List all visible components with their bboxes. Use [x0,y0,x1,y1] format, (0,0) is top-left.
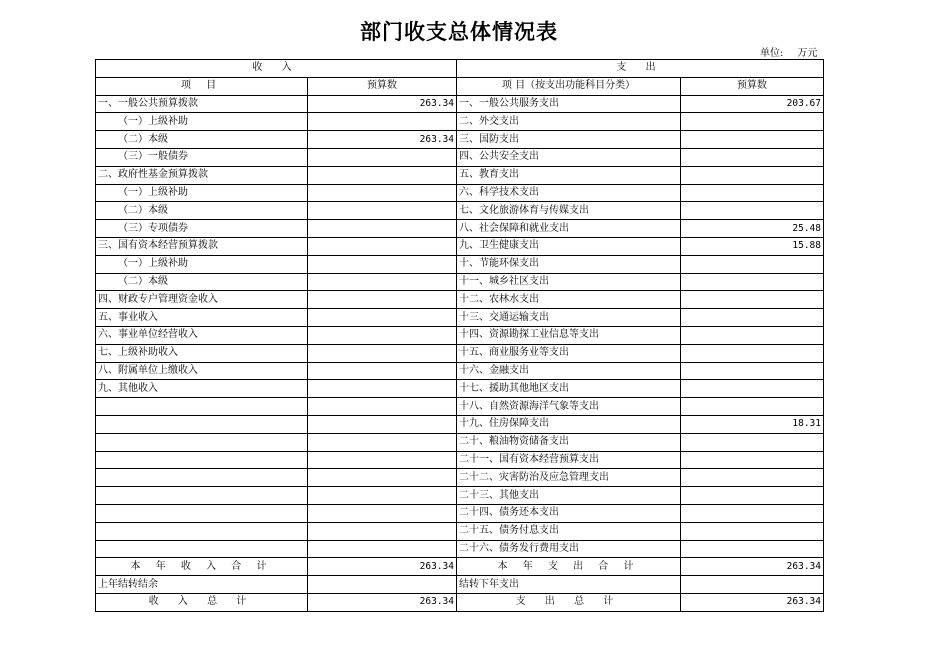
table-row [96,398,824,416]
income-budget-cell [308,220,457,238]
table-row [96,291,824,309]
income-item-cell: （一）上级补助 [96,113,308,131]
income-budget-cell [308,504,457,522]
expense-budget-cell [681,362,824,380]
expense-item-cell: 十二、农林水支出 [457,291,681,309]
income-budget-cell [308,487,457,505]
income-budget-cell [308,113,457,131]
expense-item-cell: 三、国防支出 [457,131,681,149]
income-budget-cell [308,148,457,166]
income-item-cell: 六、事业单位经营收入 [96,326,308,344]
column-header-item-left: 项 目 [96,77,308,95]
expense-item-cell: 二、外交支出 [457,113,681,131]
expense-item-cell: 六、科学技术支出 [457,184,681,202]
expense-item-cell: 十九、住房保障支出 [457,415,681,433]
table-row [96,415,824,433]
column-header-budget-right: 预算数 [681,77,824,95]
income-item-cell: 三、国有资本经营预算拨款 [96,237,308,255]
table-row [96,522,824,540]
income-budget-cell [308,433,457,451]
expense-budget-cell [681,202,824,220]
carry-out-value [681,576,824,594]
expense-item-cell: 四、公共安全支出 [457,148,681,166]
table-row [96,451,824,469]
income-budget-cell [308,540,457,558]
expense-budget-cell: 15.88 [681,237,824,255]
expense-budget-cell [681,148,824,166]
table-row [96,220,824,238]
table-row [96,184,824,202]
income-budget-cell [308,237,457,255]
expense-budget-cell [681,487,824,505]
expense-item-cell: 九、卫生健康支出 [457,237,681,255]
income-budget-cell [308,469,457,487]
expense-budget-cell [681,291,824,309]
expense-budget-cell [681,522,824,540]
expense-budget-cell [681,540,824,558]
total-row [96,593,824,611]
income-item-cell: 九、其他收入 [96,380,308,398]
income-item-cell [96,469,308,487]
expense-item-cell: 一、一般公共服务支出 [457,95,681,113]
column-header-budget-left: 预算数 [308,77,457,95]
income-item-cell [96,487,308,505]
table-row [96,433,824,451]
year-income-total-label: 本 年 收 入 合 计 [96,558,308,576]
income-item-cell: （二）本级 [96,202,308,220]
expense-item-cell: 十、节能环保支出 [457,255,681,273]
total-row [96,558,824,576]
expense-budget-cell: 203.67 [681,95,824,113]
table-row [96,540,824,558]
table-row [96,380,824,398]
income-budget-cell: 263.34 [308,131,457,149]
expense-budget-cell [681,273,824,291]
year-expense-total-label: 本 年 支 出 合 计 [457,558,681,576]
income-item-cell: 七、上级补助收入 [96,344,308,362]
expense-item-cell: 五、教育支出 [457,166,681,184]
expense-budget-cell: 25.48 [681,220,824,238]
expense-budget-cell [681,255,824,273]
table-row [96,362,824,380]
expense-budget-cell [681,184,824,202]
table-row [96,166,824,184]
unit-value: 万元 [797,48,818,59]
table-row [96,131,824,149]
income-budget-cell [308,291,457,309]
expense-budget-cell [681,309,824,327]
income-budget-cell: 263.34 [308,95,457,113]
expense-budget-cell [681,451,824,469]
income-budget-cell [308,255,457,273]
expense-item-cell: 二十二、灾害防治及应急管理支出 [457,469,681,487]
expense-budget-cell [681,344,824,362]
income-item-cell: 八、附属单位上缴收入 [96,362,308,380]
income-item-cell [96,522,308,540]
income-item-cell: （三）专项债券 [96,220,308,238]
income-header: 收 入 [96,60,457,78]
expense-item-cell: 二十六、债务发行费用支出 [457,540,681,558]
expense-budget-cell [681,469,824,487]
year-income-total-value: 263.34 [308,558,457,576]
income-budget-cell [308,451,457,469]
table-row [96,344,824,362]
total-row [96,576,824,594]
income-budget-cell [308,362,457,380]
table-row [96,95,824,113]
expense-item-cell: 二十、粮油物资储备支出 [457,433,681,451]
expense-item-cell: 十四、资源勘探工业信息等支出 [457,326,681,344]
income-item-cell [96,504,308,522]
expense-item-cell: 八、社会保障和就业支出 [457,220,681,238]
income-item-cell: （三）一般债券 [96,148,308,166]
table-row [96,309,824,327]
expense-budget-cell [681,398,824,416]
expense-grand-total-label: 支 出 总 计 [457,593,681,611]
income-grand-total-label: 收 入 总 计 [96,593,308,611]
income-item-cell [96,540,308,558]
expense-budget-cell: 18.31 [681,415,824,433]
unit-label: 单位: [760,48,784,59]
income-item-cell: （一）上级补助 [96,184,308,202]
income-budget-cell [308,415,457,433]
expense-item-cell: 二十五、债务付息支出 [457,522,681,540]
carry-in-value [308,576,457,594]
income-item-cell [96,433,308,451]
income-item-cell: 一、一般公共预算拨款 [96,95,308,113]
expense-item-cell: 二十三、其他支出 [457,487,681,505]
table-row [96,237,824,255]
expense-item-cell: 七、文化旅游体育与传媒支出 [457,202,681,220]
table-row [96,202,824,220]
budget-table [95,59,824,612]
expense-header: 支 出 [457,60,824,78]
income-item-cell [96,398,308,416]
column-header-item-right: 项 目（按支出功能科目分类） [457,77,681,95]
income-budget-cell [308,380,457,398]
expense-grand-total-value: 263.34 [681,593,824,611]
expense-budget-cell [681,166,824,184]
expense-item-cell: 二十一、国有资本经营预算支出 [457,451,681,469]
income-item-cell: （二）本级 [96,273,308,291]
table-row [96,255,824,273]
table-row [96,469,824,487]
expense-item-cell: 十三、交通运输支出 [457,309,681,327]
income-budget-cell [308,184,457,202]
table-row [96,326,824,344]
income-budget-cell [308,309,457,327]
income-budget-cell [308,522,457,540]
carry-out-label: 结转下年支出 [457,576,681,594]
expense-budget-cell [681,131,824,149]
expense-budget-cell [681,326,824,344]
expense-item-cell: 十八、自然资源海洋气象等支出 [457,398,681,416]
income-budget-cell [308,326,457,344]
section-header-row [96,60,824,78]
table-row [96,113,824,131]
page-title: 部门收支总体情况表 [360,20,558,44]
expense-budget-cell [681,113,824,131]
income-item-cell: 四、财政专户管理资金收入 [96,291,308,309]
unit-note [760,44,817,59]
column-header-row [96,77,824,95]
income-item-cell [96,451,308,469]
expense-budget-cell [681,380,824,398]
table-row [96,487,824,505]
expense-item-cell: 十一、城乡社区支出 [457,273,681,291]
expense-item-cell: 十五、商业服务业等支出 [457,344,681,362]
income-budget-cell [308,166,457,184]
income-item-cell [96,415,308,433]
income-item-cell: （二）本级 [96,131,308,149]
income-budget-cell [308,273,457,291]
income-grand-total-value: 263.34 [308,593,457,611]
table-row [96,273,824,291]
table-row [96,504,824,522]
expense-item-cell: 二十四、债务还本支出 [457,504,681,522]
income-budget-cell [308,344,457,362]
income-item-cell: 五、事业收入 [96,309,308,327]
expense-item-cell: 十六、金融支出 [457,362,681,380]
income-item-cell: （一）上级补助 [96,255,308,273]
income-budget-cell [308,398,457,416]
expense-budget-cell [681,433,824,451]
income-item-cell: 二、政府性基金预算拨款 [96,166,308,184]
table-row [96,148,824,166]
year-expense-total-value: 263.34 [681,558,824,576]
expense-budget-cell [681,504,824,522]
expense-item-cell: 十七、援助其他地区支出 [457,380,681,398]
income-budget-cell [308,202,457,220]
carry-in-label: 上年结转结余 [96,576,308,594]
